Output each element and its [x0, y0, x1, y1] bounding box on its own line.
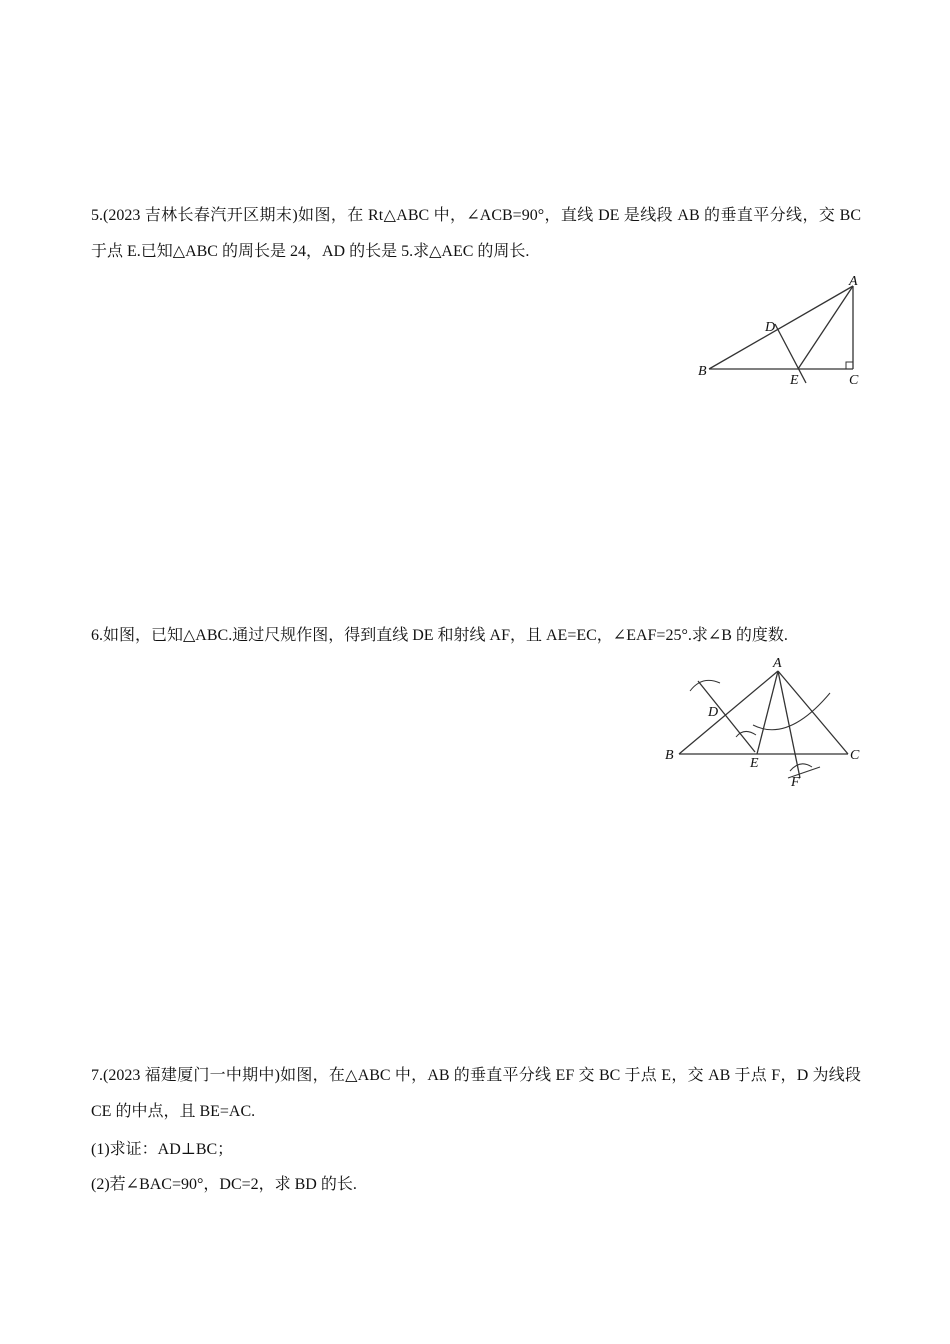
- label-c: C: [849, 373, 859, 388]
- problem-7-text: 7.(2023 福建厦门一中期中)如图，在△ABC 中，AB 的垂直平分线 EF 交 BC 于点 E，交 AB 于点 F，D 为线段 CE 的中点，且 BE=AC.: [91, 1067, 861, 1120]
- label-b: B: [665, 748, 674, 763]
- label-a: A: [849, 274, 858, 289]
- construction-arcs: [690, 680, 830, 778]
- figure-problem-6: [660, 655, 870, 795]
- problem-7-part-1: (1)求证：AD⊥BC；: [91, 1141, 234, 1158]
- problem-5-text: 5.(2023 吉林长春汽开区期末)如图，在 Rt△ABC 中，∠ACB=90°，直线 DE 是线段 AB 的垂直平分线，交 BC 于点 E.已知△ABC 的周长是 24，AD 的长是 5.求△AEC 的周长.: [91, 207, 861, 260]
- label-e: E: [790, 373, 799, 388]
- label-c: C: [850, 748, 860, 763]
- right-angle-mark: [846, 362, 853, 369]
- label-d: D: [708, 705, 719, 720]
- label-a: A: [773, 656, 782, 671]
- problem-6-text: 6.如图，已知△ABC.通过尺规作图，得到直线 DE 和射线 AF，且 AE=EC，∠EAF=25°.求∠B 的度数.: [91, 627, 788, 644]
- label-d: D: [765, 320, 776, 335]
- label-b: B: [698, 364, 707, 379]
- label-f: F: [791, 775, 800, 790]
- triangle-abc: [679, 671, 848, 778]
- label-e: E: [750, 756, 759, 771]
- triangle-abc: [709, 286, 853, 383]
- figure-problem-5: [695, 272, 870, 390]
- problem-7-part-2: (2)若∠BAC=90°，DC=2，求 BD 的长.: [91, 1176, 357, 1193]
